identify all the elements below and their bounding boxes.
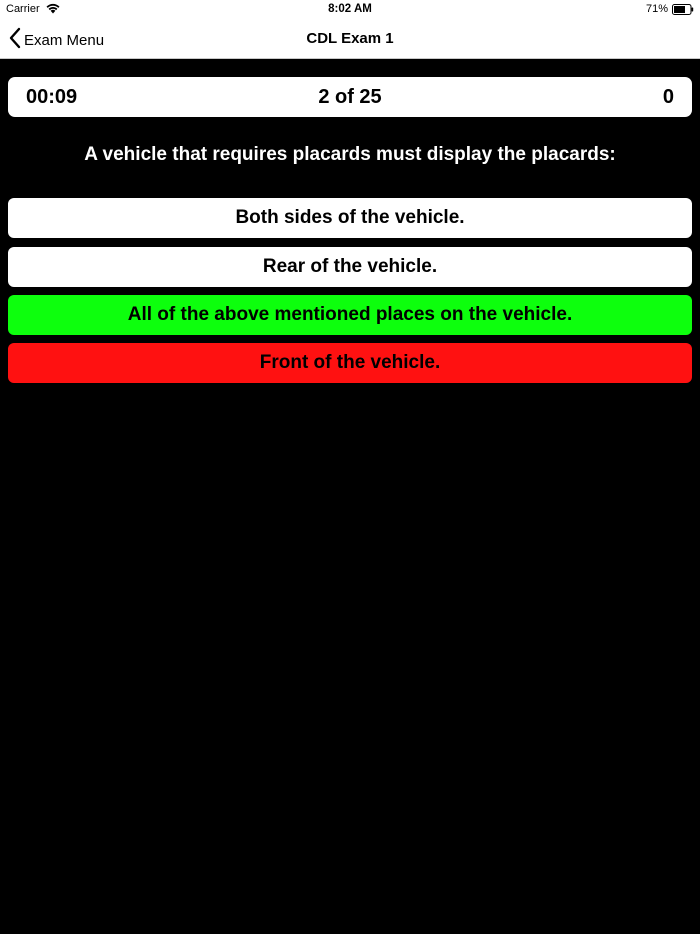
answer-option-4[interactable]: Front of the vehicle. bbox=[8, 343, 692, 383]
exam-status-bar bbox=[8, 77, 692, 117]
battery-percent: 71% bbox=[645, 3, 668, 15]
status-time: 8:02 AM bbox=[328, 3, 372, 15]
carrier-label: Carrier bbox=[6, 3, 40, 15]
battery-icon bbox=[672, 4, 694, 15]
back-button-label: Exam Menu bbox=[24, 32, 105, 49]
answer-option-2[interactable]: Rear of the vehicle. bbox=[8, 247, 692, 287]
question-text: A vehicle that requires placards must display the placards: bbox=[84, 144, 616, 165]
status-bar bbox=[0, 0, 700, 20]
answer-option-3[interactable]: All of the above mentioned places on the vehicle. bbox=[8, 295, 692, 335]
navigation-bar bbox=[0, 20, 700, 59]
page-title: CDL Exam 1 bbox=[306, 30, 394, 47]
elapsed-timer: 00:09 bbox=[26, 86, 78, 108]
question-progress: 2 of 25 bbox=[318, 86, 382, 108]
answer-option-1[interactable]: Both sides of the vehicle. bbox=[8, 198, 692, 238]
score-count: 0 bbox=[662, 86, 674, 108]
